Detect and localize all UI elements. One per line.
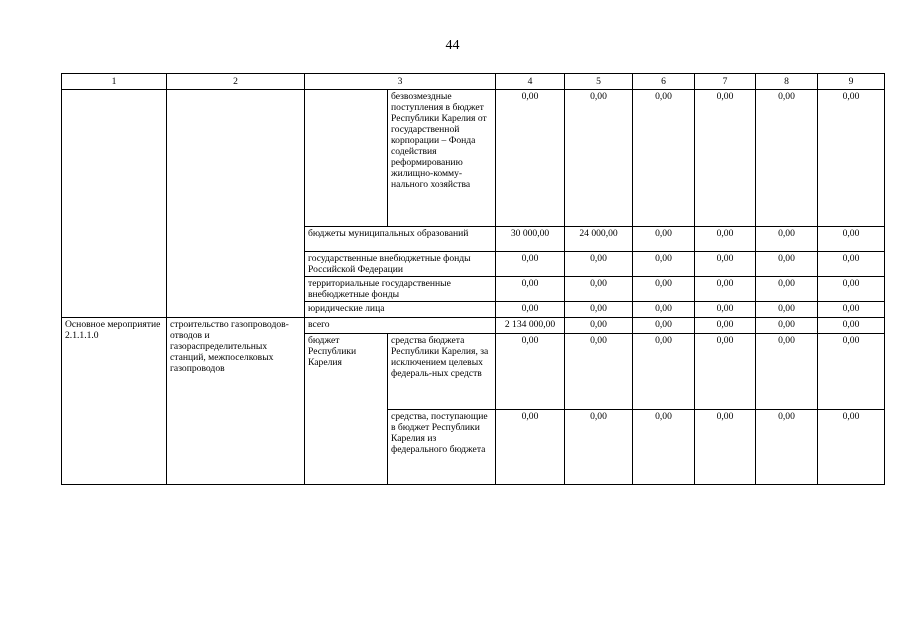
value-cell: 0,00 — [695, 252, 756, 277]
empty-cell-col1 — [62, 90, 167, 318]
source-label: средства бюджета Республики Карелия, за исключением целевых федераль-ных средств — [388, 334, 496, 410]
value-cell: 0,00 — [565, 90, 633, 227]
value-cell: 0,00 — [756, 410, 818, 485]
value-cell: 0,00 — [633, 302, 695, 318]
header-cell-5: 5 — [565, 74, 633, 90]
source-label: территориальные государственные внебюджетные фонды — [305, 277, 496, 302]
value-cell: 0,00 — [633, 410, 695, 485]
value-cell: 0,00 — [496, 334, 565, 410]
page-number: 44 — [445, 38, 460, 53]
header-cell-7: 7 — [695, 74, 756, 90]
header-cell-1: 1 — [62, 74, 167, 90]
header-cell-4: 4 — [496, 74, 565, 90]
value-cell: 0,00 — [633, 252, 695, 277]
value-cell: 0,00 — [695, 302, 756, 318]
value-cell: 0,00 — [818, 334, 885, 410]
value-cell: 0,00 — [695, 334, 756, 410]
value-cell: 0,00 — [818, 318, 885, 334]
value-cell: 0,00 — [818, 302, 885, 318]
value-cell: 24 000,00 — [565, 227, 633, 252]
value-cell: 0,00 — [818, 90, 885, 227]
value-cell: 0,00 — [695, 318, 756, 334]
value-cell: 0,00 — [565, 410, 633, 485]
value-cell: 0,00 — [818, 227, 885, 252]
value-cell: 0,00 — [496, 277, 565, 302]
value-cell: 0,00 — [756, 90, 818, 227]
value-cell: 0,00 — [565, 252, 633, 277]
value-cell: 0,00 — [633, 334, 695, 410]
value-cell: 0,00 — [756, 252, 818, 277]
budget-label: бюджет Республики Карелия — [305, 334, 388, 485]
value-cell: 0,00 — [565, 318, 633, 334]
value-cell: 0,00 — [818, 410, 885, 485]
header-cell-9: 9 — [818, 74, 885, 90]
table-row — [62, 90, 885, 227]
value-cell: 0,00 — [633, 227, 695, 252]
header-cell-6: 6 — [633, 74, 695, 90]
value-cell: 0,00 — [756, 334, 818, 410]
source-label: средства, поступающие в бюджет Республики Карелия из федерального бюджета — [388, 410, 496, 485]
budget-table — [61, 73, 885, 485]
value-cell: 0,00 — [695, 227, 756, 252]
source-label: юридические лица — [305, 302, 496, 318]
value-cell: 0,00 — [633, 90, 695, 227]
empty-cell-col2 — [167, 90, 305, 318]
value-cell: 0,00 — [565, 334, 633, 410]
value-cell: 0,00 — [496, 252, 565, 277]
value-cell: 0,00 — [496, 410, 565, 485]
value-cell: 0,00 — [756, 302, 818, 318]
source-label: безвозмездные поступления в бюджет Республики Карелия от государственной корпорации – Фонда содействия реформированию жилищно-комму-нального хозяйства — [388, 90, 496, 227]
value-cell: 0,00 — [695, 410, 756, 485]
header-cell-2: 2 — [167, 74, 305, 90]
header-cell-8: 8 — [756, 74, 818, 90]
value-cell: 0,00 — [496, 90, 565, 227]
source-label: бюджеты муниципальных образований — [305, 227, 496, 252]
value-cell: 0,00 — [756, 277, 818, 302]
value-cell: 0,00 — [633, 277, 695, 302]
value-cell: 0,00 — [565, 277, 633, 302]
value-cell: 0,00 — [818, 252, 885, 277]
activity-description: строительство газопроводов-отводов и газораспределительных станций, межпоселковых газопроводов — [167, 318, 305, 485]
value-cell: 0,00 — [756, 227, 818, 252]
source-label: государственные внебюджетные фонды Российской Федерации — [305, 252, 496, 277]
value-cell: 0,00 — [565, 302, 633, 318]
header-row — [62, 74, 885, 90]
value-cell: 2 134 000,00 — [496, 318, 565, 334]
value-cell: 0,00 — [695, 277, 756, 302]
value-cell: 0,00 — [496, 302, 565, 318]
table-row — [62, 318, 885, 334]
empty-cell-col3a — [305, 90, 388, 227]
value-cell: 0,00 — [756, 318, 818, 334]
value-cell: 0,00 — [818, 277, 885, 302]
activity-code: Основное мероприятие 2.1.1.1.0 — [62, 318, 167, 485]
total-label: всего — [305, 318, 496, 334]
value-cell: 0,00 — [695, 90, 756, 227]
value-cell: 0,00 — [633, 318, 695, 334]
header-cell-3: 3 — [305, 74, 496, 90]
value-cell: 30 000,00 — [496, 227, 565, 252]
